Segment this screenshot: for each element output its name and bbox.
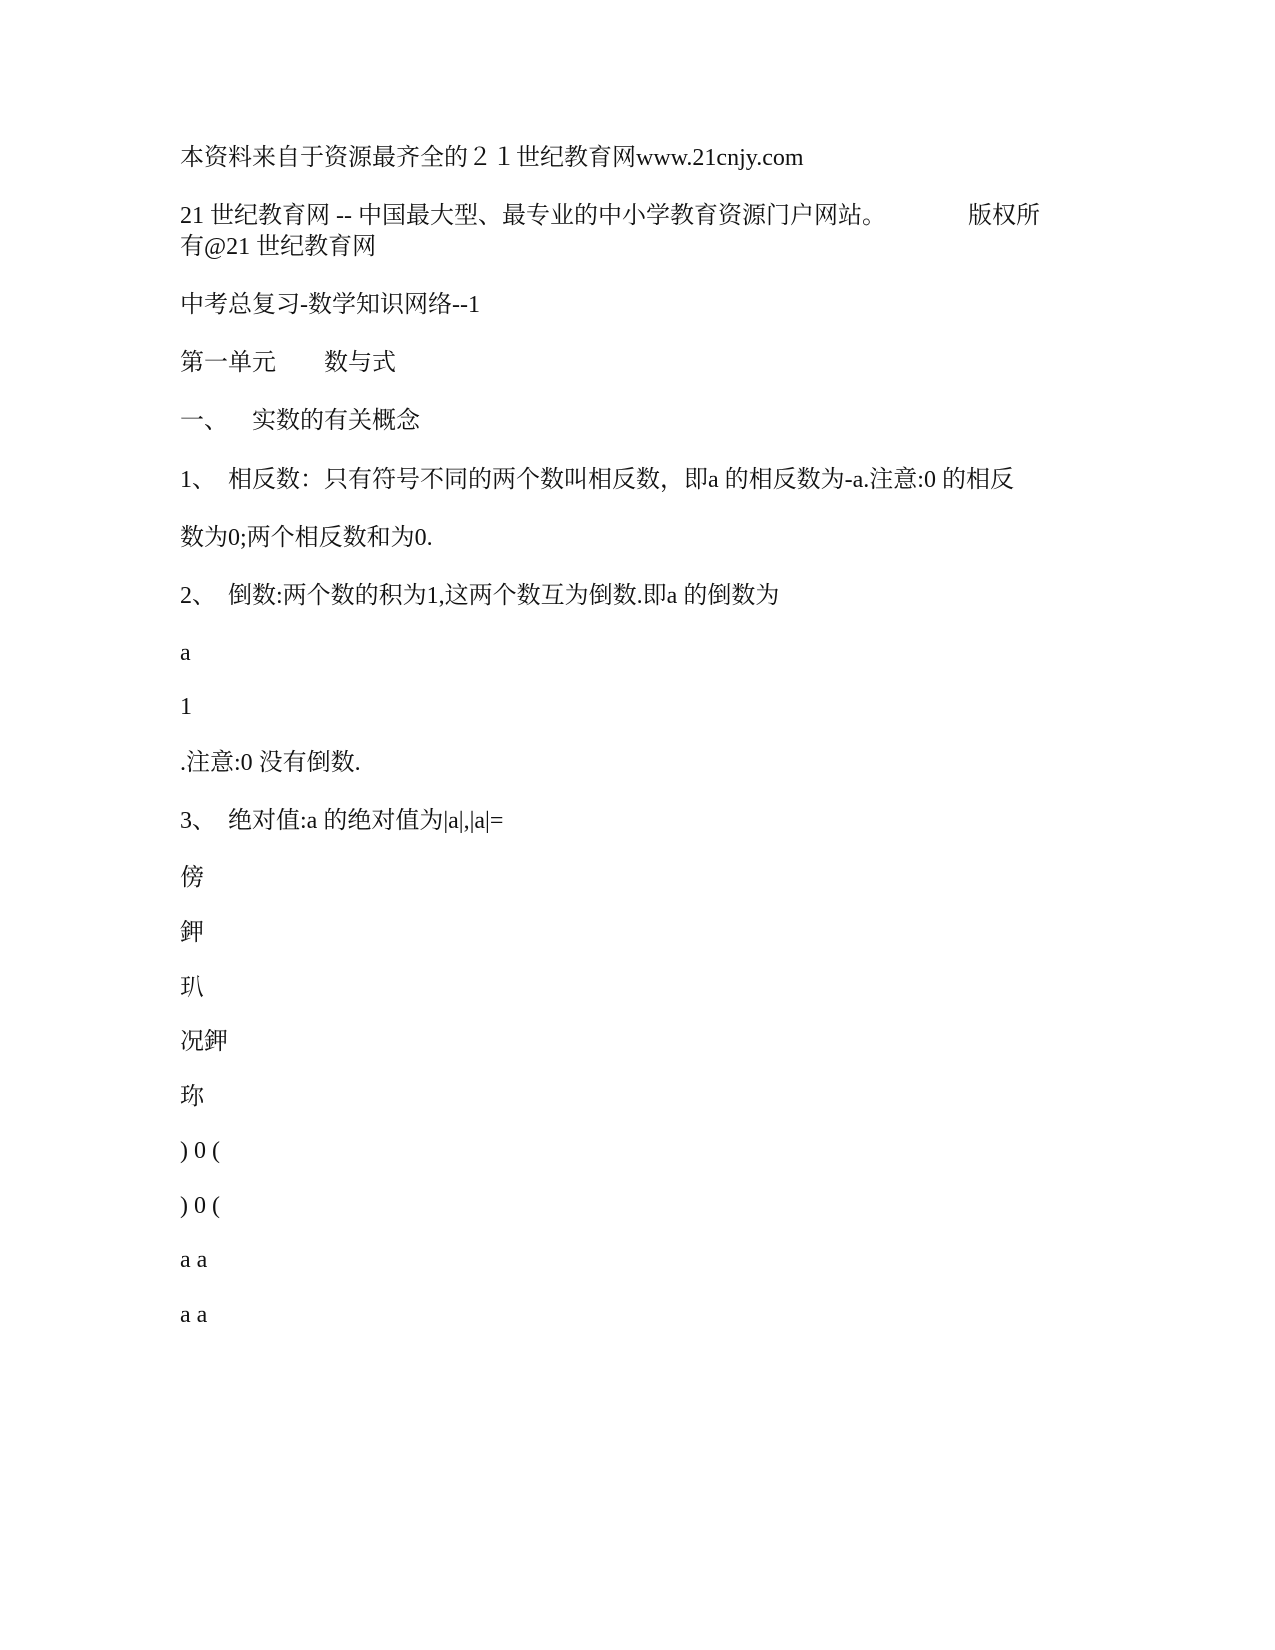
- site-line-left: 21 世纪教育网 -- 中国最大型、最专业的中小学教育资源门户网站。: [180, 203, 886, 229]
- garbled-text-2: 鉀: [180, 920, 204, 946]
- item2-number: 2、: [180, 583, 216, 609]
- item1: [180, 465, 1014, 496]
- value-2: a a: [180, 1302, 208, 1328]
- item1-number: 1、: [180, 467, 216, 493]
- item3-text: 绝对值:a 的绝对值为|a|,|a|=: [228, 808, 504, 834]
- site-line: [180, 201, 1040, 232]
- section-title: 实数的有关概念: [252, 408, 420, 434]
- item1-text: 相反数：只有符号不同的两个数叫相反数，即a 的相反数为-a.注意:0 的相反: [228, 467, 1014, 493]
- condition-1: ) 0 (: [180, 1138, 220, 1164]
- source-line: 本资料来自于资源最齐全的２１世纪教育网www.21cnjy.com: [180, 145, 804, 171]
- garbled-text-1: 傍: [180, 865, 204, 891]
- unit-heading: [180, 348, 396, 379]
- garbled-text-3: 玐: [180, 975, 204, 1001]
- fraction-denominator: a: [180, 640, 191, 666]
- item1-continued: 数为0;两个相反数和为0.: [180, 525, 433, 551]
- garbled-text-5: 珎: [180, 1084, 204, 1110]
- fraction-numerator: 1: [180, 694, 192, 720]
- condition-2: ) 0 (: [180, 1193, 220, 1219]
- item2-note: .注意:0 没有倒数.: [180, 750, 361, 776]
- unit-number: 第一单元: [180, 350, 276, 376]
- item2-text: 倒数:两个数的积为1,这两个数互为倒数.即a 的倒数为: [228, 583, 780, 609]
- value-1: a a: [180, 1247, 208, 1273]
- section-number: 一、: [180, 408, 228, 434]
- item3-number: 3、: [180, 808, 216, 834]
- site-line-continued: 有@21 世纪教育网: [180, 234, 377, 260]
- site-line-right: 版权所: [968, 203, 1040, 229]
- unit-title: 数与式: [324, 350, 396, 376]
- item2: [180, 581, 779, 612]
- section-heading: [180, 406, 420, 437]
- item3: [180, 806, 503, 837]
- document-title: 中考总复习-数学知识网络--1: [180, 292, 480, 318]
- garbled-text-4: 况鉀: [180, 1029, 228, 1055]
